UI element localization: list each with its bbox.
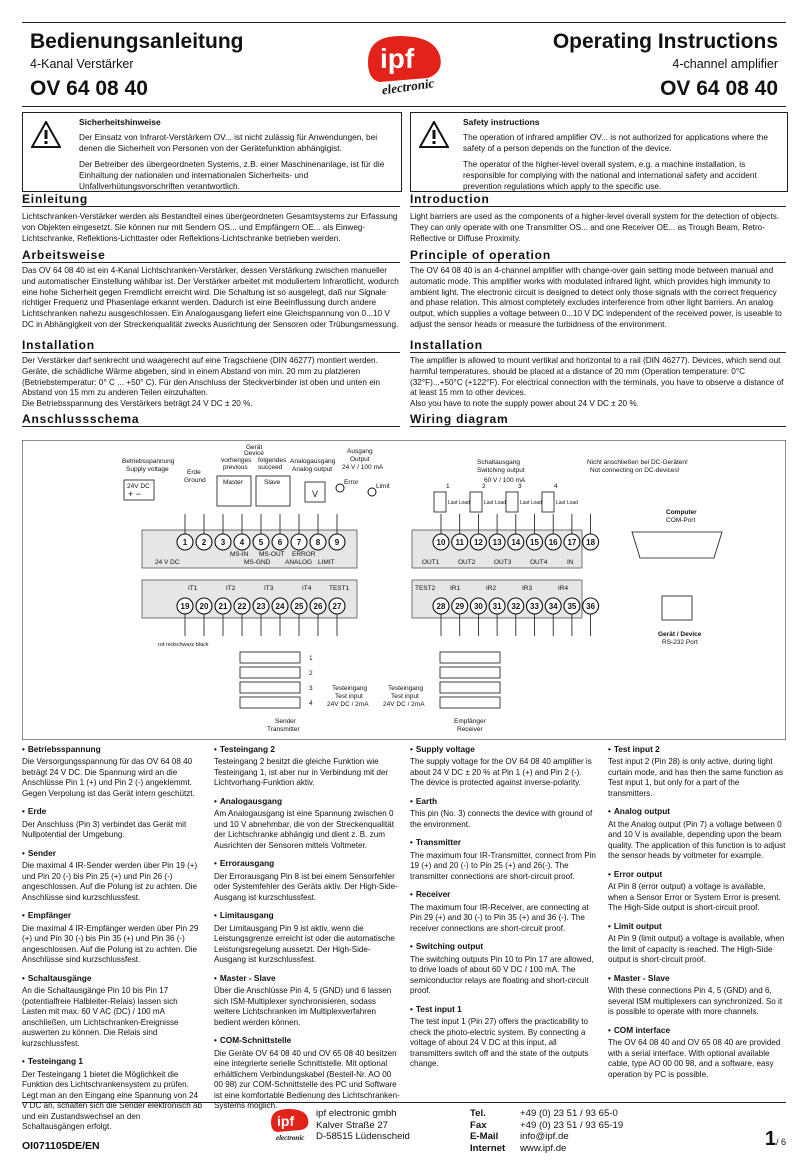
- company-logo: [360, 32, 448, 102]
- terminal-pin-label: 18: [586, 538, 596, 547]
- terminal-pin-label: 19: [180, 602, 190, 611]
- label-switching-en: Switching output: [477, 467, 525, 474]
- col-heading-text: COM interface: [613, 1024, 671, 1035]
- bullet-icon: •: [608, 1025, 611, 1035]
- label-next-en: succeed: [258, 464, 283, 471]
- col-paragraph: Am Analogausgang ist eine Spannung zwischen 0 und 10 V abnehmbar, die von der Streckenqualität der Lichtschranke abhängig und dient z. B. zum Ausrichten der Sensoren mittels Voltmeter.: [214, 809, 394, 850]
- terminal-pin-label: 32: [511, 602, 521, 611]
- load-label: Last Load: [520, 500, 542, 506]
- label-sender-en: Transmitter: [267, 726, 300, 733]
- label-analog-en: Analog output: [292, 466, 333, 473]
- product-code-left: OV 64 08 40: [30, 77, 148, 100]
- heading-work-de: Arbeitsweise: [22, 248, 400, 263]
- bullet-icon: •: [608, 807, 611, 817]
- col-heading-text: COM-Schnittstelle: [219, 1035, 292, 1046]
- channel-number: 1: [446, 483, 450, 490]
- col-heading-text: Supply voltage: [415, 744, 475, 754]
- install-en-p2: Also you have to note the supply power about 24 V DC ± 20 %.: [410, 399, 639, 409]
- web-link[interactable]: www.ipf.de: [520, 1143, 567, 1155]
- col-heading: [22, 848, 202, 859]
- col-heading: [608, 869, 786, 880]
- bullet-icon: •: [410, 745, 413, 754]
- bullet-icon: •: [22, 1057, 25, 1067]
- safety-p2-de: Der Betreiber des übergeordneten Systems, z.B. einer Maschinenanlage, ist für die Einhaltung der nationalen und internationalen Sicherheits- und Unfallverhütungsvorschriften verantwortlich.: [79, 159, 385, 191]
- work-de: Das OV 64 08 40 ist ein 4-Kanal Lichtschranken-Verstärker, dessen Verstärkung zwischen manueller und automatischer Einstellung wählbar ist. Der Verstärker arbeitet mit moduliertem Infrarotlicht, wodurch eine hohe Sicherheit gegen Fremdlicht erreicht wird. Die Schaltung ist so ausgelegt, daß nur Signale richtiger Frequenz und Phasenlage erkannt werden. Dadurch ist eine Beeinflussung durch andere Lichtschranken nahezu ausgeschlossen. Ein Analogausgang liefert eine Gleichspannung von 0...10 V DC in Abhängigkeit von der Streckenqualität zwecks Ausrichtung der Sensoren oder Trübungsmessung.: [22, 266, 399, 330]
- title-de: Bedienungsanleitung: [30, 30, 244, 53]
- label-com-port: COM-Port: [666, 517, 696, 524]
- col-paragraph: Die Geräte OV 64 08 40 und OV 65 08 40 besitzen eine integrierte serielle Schnittstelle. Mit optional erhältlichem Verbindungskabel (Bestell-Nr. AO 00 00 98) zur COM-Schnittstelle des PC und Software ist eine komfortable Bedienung des Lichtschranken-Systems möglich.: [214, 1048, 400, 1111]
- install-de-p2: Die Betriebsspannung des Verstärkers beträgt 24 V DC ± 20 %.: [22, 399, 253, 409]
- col-heading-text: Test input 2: [613, 744, 660, 754]
- load-box: [470, 492, 482, 512]
- terminal-pin-label: 14: [511, 538, 521, 547]
- col-heading: [608, 744, 786, 755]
- column-en-2: [608, 744, 786, 1083]
- terminal-pin-label: 35: [567, 602, 577, 611]
- contact-labels: [470, 1108, 505, 1155]
- footer-logo-main: ipf: [277, 1113, 295, 1129]
- bl-out4: OUT4: [530, 559, 548, 566]
- company-address: [316, 1108, 410, 1143]
- col-heading: [410, 1004, 596, 1015]
- col-paragraph: The test input 1 (Pin 27) offers the practicability to check the photo-electric system. By connecting a voltage of about 24 V DC at this input, all transmitters switch off and the state of the outputs change.: [410, 1017, 589, 1069]
- bullet-icon: •: [22, 973, 25, 983]
- title-en: Operating Instructions: [552, 30, 778, 53]
- transmitter-sensor: [240, 667, 300, 678]
- bullet-icon: •: [410, 838, 413, 848]
- col-heading-text: Receiver: [415, 889, 451, 900]
- label-device: Gerät: [246, 444, 263, 451]
- col-heading-text: Testeingang 1: [27, 1056, 83, 1067]
- bullet-icon: •: [410, 942, 413, 952]
- ir-label: IR4: [558, 585, 569, 592]
- label-prev-en: previous: [223, 464, 248, 471]
- terminal-pin-label: 6: [277, 538, 283, 547]
- col-heading: [22, 1056, 202, 1067]
- terminal-pin-label: 5: [258, 538, 264, 547]
- col-heading: [410, 796, 596, 807]
- terminal-pin-label: 25: [294, 602, 304, 611]
- col-paragraph: This pin (No. 3) connects the device with ground of the environment.: [410, 809, 593, 829]
- col-heading-text: Sender: [27, 847, 56, 858]
- terminal-pin-label: 16: [548, 538, 558, 547]
- terminal-pin-label: 31: [492, 602, 502, 611]
- terminal-pin-label: 24: [275, 602, 285, 611]
- fax-value: +49 (0) 23 51 / 93 65-19: [520, 1119, 624, 1131]
- column-en-1: [410, 744, 596, 1073]
- col-paragraph: Die Versorgungsspannung für das OV 64 08 40 beträgt 24 V DC. Die Spannung wird an die Anschlüsse Pin 1 (+) und Pin 2 (-) angeklemmt. Gegen Verpolung ist das Gerät intern geschützt.: [22, 757, 195, 798]
- col-heading: [214, 910, 400, 921]
- col-heading: [410, 941, 596, 952]
- bullet-icon: •: [214, 859, 217, 869]
- page-total: / 6: [775, 1137, 786, 1147]
- install-de: [22, 356, 400, 410]
- col-heading-text: Schaltausgänge: [27, 972, 92, 983]
- sensor-channel: 3: [309, 685, 313, 692]
- bullet-icon: •: [22, 911, 25, 921]
- col-heading: [410, 744, 596, 755]
- bullet-icon: •: [214, 1036, 217, 1046]
- bullet-icon: •: [22, 848, 25, 858]
- bullet-icon: •: [22, 807, 25, 817]
- it-label: IT1: [188, 585, 198, 592]
- label-receiver-en: Receiver: [457, 726, 483, 733]
- transmitter-sensor: [240, 682, 300, 693]
- heading-intro-en: Introduction: [410, 192, 786, 207]
- terminal-pin-label: 11: [455, 538, 464, 547]
- terminal-pin-label: 27: [332, 602, 342, 611]
- safety-p1-de: Der Einsatz von Infrarot-Verstärkern OV... ist nicht zulässig für Anwendungen, bei denen die Sicherheit von Personen von der Gerätefunktion abhängigist.: [79, 132, 378, 154]
- safety-p2-en: The operator of the higher-level overall system, e.g. a machine installation, is responsible for complying with the national and international safety and accident prevention regulations which apply to the specific use.: [463, 159, 757, 191]
- bl-test1: TEST1: [329, 585, 350, 592]
- rj-connector: [662, 596, 692, 620]
- bl-out3: OUT3: [494, 559, 512, 566]
- load-label: Last Load: [484, 500, 506, 506]
- col-paragraph: The maximum four IR-Transmitter, connect from Pin 19 (+) and 20 (-) to Pin 25 (+) and 26(-). The transmitter connections are short-circuit proof.: [410, 850, 596, 881]
- warning-icon: [31, 121, 61, 148]
- col-heading-text: Betriebsspannung: [27, 744, 101, 754]
- bullet-icon: •: [214, 745, 217, 754]
- label-testin-2-en: Test input: [391, 693, 419, 700]
- load-box: [434, 492, 446, 512]
- intro-en: Light barriers are used as the components of a higher-level overall system for the detection of objects. They can only operate with one Transmitter OS... and one Receiver OE... as Trough Beam, Retro-Reflective or Diffuse Proximity.: [410, 212, 780, 243]
- col-paragraph: Testeingang 2 besitzt die gleiche Funktion wie Testeingang 1, ist aber nur in Verbindung mit der Lichtvorhang-Funktion aktiv.: [214, 757, 389, 788]
- channel-number: 2: [482, 483, 486, 490]
- bullet-icon: •: [214, 796, 217, 806]
- wiring-diagram: [22, 440, 786, 740]
- terminal-pin-label: 29: [455, 602, 465, 611]
- col-heading-text: Switching output: [415, 941, 484, 952]
- terminal-block-bottom-left: [142, 580, 357, 618]
- doc-id: OI071105DE/EN: [22, 1140, 100, 1152]
- col-paragraph: Der Anschluss (Pin 3) verbindet das Gerät mit Nullpotential der Umgebung.: [22, 819, 187, 840]
- terminal-pin-label: 7: [296, 538, 302, 547]
- bl-msin: MS-IN: [230, 551, 249, 558]
- svg-text:+ −: + −: [128, 489, 142, 499]
- header-bottom-rule: [22, 106, 786, 107]
- label-analog: Analogausgang: [290, 458, 336, 465]
- terminal-pin-label: 20: [199, 602, 209, 611]
- heading-install-de: Installation: [22, 338, 400, 353]
- bl-limit: LIMIT: [318, 559, 335, 566]
- col-heading: [214, 1035, 400, 1046]
- col-heading: [608, 973, 786, 984]
- terminal-pin-label: 10: [436, 538, 446, 547]
- label-rs232: RS-232 Port: [662, 639, 698, 646]
- bullet-icon: •: [410, 796, 413, 806]
- label-schwarz: schwarz black: [174, 642, 209, 648]
- heading-wiring-en: Wiring diagram: [410, 412, 786, 427]
- terminal-pin-label: 3: [220, 538, 226, 547]
- intro-de: Lichtschranken-Verstärker werden als Bestandteil eines übergeordneten Gesamtsystems zur Erfassung von Objekten eingesetzt. Sie können nur mit Sendern OS... und Empfängern OE... als Einweg-Lichtschranke, Reflektions-Lichttaster oder Reflektions-Lichtschranke betrieben werden.: [22, 212, 398, 243]
- heading-install-en: Installation: [410, 338, 786, 353]
- col-heading: [22, 973, 202, 984]
- terminal-pin-label: 8: [315, 538, 321, 547]
- top-rule: [22, 22, 786, 23]
- bl-analog: ANALOG: [285, 559, 313, 566]
- tel-label: Tel.: [470, 1108, 486, 1119]
- label-output-en: Output: [350, 456, 370, 463]
- label-switching: Schaltausgang: [477, 459, 521, 466]
- label-testin-2: Testeingang: [388, 685, 424, 692]
- bullet-icon: •: [608, 921, 611, 931]
- col-heading-text: Test input 1: [415, 1003, 462, 1014]
- subtitle-en: 4-channel amplifier: [672, 57, 778, 71]
- label-no-dc: Nicht anschließen bei DC-Geräten!: [587, 459, 688, 466]
- col-paragraph: Die maximal 4 IR-Sender werden über Pin 19 (+) und Pin 20 (-) bis Pin 25 (+) und Pin 26 (-) angeschlossen. Auf die Polung ist zu achten. Die Anschlüsse sind kurzschlussfest.: [22, 861, 198, 902]
- col-paragraph: The OV 64 08 40 and OV 65 08 40 are provided with a serial interface. With optional available cable, type AO 00 00 98, and a software, easy operation by PC is possible.: [608, 1038, 781, 1079]
- label-ground-en: Ground: [184, 477, 206, 484]
- col-heading: [22, 744, 202, 755]
- bl-24vdc: 24 V DC: [155, 559, 180, 566]
- label-device-en: Device: [244, 450, 264, 457]
- label-receiver: Empfänger: [454, 718, 486, 725]
- heading-work-en: Principle of operation: [410, 248, 786, 263]
- col-heading: [214, 796, 400, 807]
- col-paragraph: At Pin 9 (limit output) a voltage is available, when the limit of capacity is reached. The High-Side output is short-circuit proof.: [608, 934, 785, 965]
- bullet-icon: •: [214, 973, 217, 983]
- sensor-channel: 4: [309, 700, 313, 707]
- col-paragraph: The maximum four IR-Receiver, are connecting at Pin 29 (+) and 30 (-) to Pin 35 (+) and 36 (-). The receiver connections are short-circuit proof.: [410, 902, 589, 933]
- col-heading-text: Error output: [613, 868, 663, 879]
- ir-label: IR2: [486, 585, 497, 592]
- it-label: IT3: [264, 585, 274, 592]
- terminal-pin-label: 28: [436, 602, 446, 611]
- label-supply: Betriebsspannung: [122, 458, 175, 465]
- col-heading: [608, 806, 786, 817]
- safety-title-de: Sicherheitshinweise: [79, 117, 161, 127]
- label-switching-v: 60 V / 100 mA: [484, 477, 526, 484]
- safety-title-en: Safety instructions: [463, 117, 540, 127]
- ir-label: IR3: [522, 585, 533, 592]
- col-heading: [608, 921, 786, 932]
- receiver-sensor: [440, 697, 500, 708]
- col-paragraph: At Pin 8 (error output) a voltage is available, when a Sensor Error or System Error is present. The High-Side output is short-circuit proof.: [608, 882, 781, 913]
- terminal-pin-label: 2: [201, 538, 207, 547]
- col-heading: [22, 910, 202, 921]
- bl-test2: TEST2: [415, 585, 436, 592]
- col-heading-text: Earth: [415, 795, 438, 806]
- safety-box-en: [410, 112, 788, 192]
- receiver-sensor: [440, 652, 500, 663]
- col-heading: [410, 837, 596, 848]
- install-en: [410, 356, 786, 410]
- col-heading-text: Erde: [27, 806, 47, 817]
- load-box: [542, 492, 554, 512]
- col-paragraph: With these connections Pin 4, 5 (GND) and 6, several ISM multiplexers can synchronized. So it is possible to operate with more channels.: [608, 986, 783, 1017]
- install-de-p1: Der Verstärker darf senkrecht und waagerecht auf eine Tragschiene (DIN 46277) montiert werden. Geräte, die schädliche Wärme abgeben, sind in einem Abstand von min. 20 mm zu platzieren (Betriebstemperatur: 0° C ... +50° C). Für den Anschluss der Steckverbinder ist oben und unten ein Abstand von 15 mm zu anderen Teilen einzuhalten.: [22, 356, 381, 398]
- it-label: IT4: [302, 585, 312, 592]
- label-limit: Limit: [376, 483, 390, 490]
- install-en-p1: The amplifier is allowed to mount vertikal and horizontal to a rail (DIN 46277). Devices, which send out harmful temperatures, should be placed at a distance of 20 mm (Operation temperature: 0°C (32°F)...+50°C (+122°F). For electrical connection with the terminals, you have to observe a distance of at least 15 mm to other devices.: [410, 356, 784, 398]
- label-24vdc: 24V DC: [127, 483, 150, 490]
- channel-number: 4: [554, 483, 558, 490]
- terminal-pin-label: 22: [237, 602, 247, 611]
- bullet-icon: •: [608, 869, 611, 879]
- tel-value: +49 (0) 23 51 / 93 65-0: [520, 1108, 618, 1119]
- receiver-sensor: [440, 682, 500, 693]
- sensor-channel: 1: [309, 655, 313, 662]
- col-heading-text: Analogausgang: [219, 795, 283, 806]
- heading-wiring-de: Anschlussschema: [22, 412, 400, 427]
- label-output: Ausgang: [347, 448, 373, 455]
- terminal-pin-label: 30: [473, 602, 483, 611]
- label-rot: rot red: [158, 642, 174, 648]
- col-heading-text: Analog output: [613, 806, 671, 817]
- label-sender: Sender: [275, 718, 296, 725]
- bullet-icon: •: [22, 745, 25, 754]
- col-paragraph: The switching outputs Pin 10 to Pin 17 are allowed, to drive loads of about 60 V DC / 100 mA. The semiconductor relays are floating and short-circuit proof.: [410, 954, 594, 996]
- col-heading: [608, 1025, 786, 1036]
- product-code-right: OV 64 08 40: [660, 77, 778, 100]
- label-computer: Computer: [666, 509, 697, 516]
- col-paragraph: Der Limitausgang Pin 9 ist aktiv, wenn die Leistungsgrenze erreicht ist oder die automatische Leistungsregelung aussetzt. Der High-Side-Ausgang ist kurzschlussfest.: [214, 923, 395, 965]
- receiver-sensor: [440, 667, 500, 678]
- bl-error: ERROR: [292, 551, 316, 558]
- label-master: Master: [223, 479, 243, 486]
- terminal-pin-label: 33: [530, 602, 539, 611]
- company-street: Kalver Straße 27: [316, 1119, 388, 1131]
- terminal-pin-label: 21: [218, 602, 228, 611]
- terminal-pin-label: 36: [586, 602, 596, 611]
- col-heading-text: Limitausgang: [219, 910, 274, 921]
- col-heading-text: Errorausgang: [219, 858, 275, 869]
- col-heading-text: Limit output: [613, 920, 662, 931]
- transmitter-sensor: [240, 652, 300, 663]
- col-heading: [410, 889, 596, 900]
- label-device-rs: Gerät / Device: [658, 631, 702, 638]
- footer-logo: [268, 1107, 310, 1143]
- warning-icon: [419, 121, 449, 148]
- terminal-pin-label: 12: [473, 538, 483, 547]
- db9-connector: [632, 532, 722, 558]
- svg-text:V: V: [312, 489, 319, 499]
- bullet-icon: •: [410, 890, 413, 900]
- mail-label: E-Mail: [470, 1131, 499, 1143]
- load-label: Last Load: [556, 500, 578, 506]
- col-heading: [214, 973, 400, 984]
- column-de-2: [214, 744, 400, 1115]
- company-city: D-58515 Lüdenscheid: [316, 1131, 410, 1143]
- col-heading-text: Master - Slave: [219, 972, 276, 983]
- terminal-pin-label: 34: [548, 602, 558, 611]
- col-heading-text: Empfänger: [27, 910, 72, 921]
- col-paragraph: The supply voltage for the OV 64 08 40 amplifier is about 24 V DC ± 20 % at Pin 1 (+) and Pin 2 (-). The device is protected against inverse-polarity.: [410, 757, 592, 788]
- footer-rule: [22, 1102, 786, 1103]
- col-heading-text: Transmitter: [415, 837, 461, 848]
- load-box: [506, 492, 518, 512]
- it-label: IT2: [226, 585, 236, 592]
- label-prev: vorheriges: [221, 457, 252, 464]
- terminal-pin-label: 9: [334, 538, 340, 547]
- mail-link[interactable]: info@ipf.de: [520, 1131, 569, 1143]
- bl-in: IN: [567, 559, 574, 566]
- label-no-dc-en: Not connecting on DC-devices!: [590, 467, 680, 474]
- ir-label: IR1: [450, 585, 461, 592]
- terminal-pin-label: 4: [239, 538, 245, 547]
- bl-out2: OUT2: [458, 559, 476, 566]
- label-testin-1: Testeingang: [332, 685, 368, 692]
- page-number: [765, 1128, 786, 1151]
- safety-box-de: [22, 112, 402, 192]
- col-paragraph: At the Analog output (Pin 7) a voltage between 0 and 10 V is available, depending upon the beam quality. The application of this function is to adjust the sensor heads by voltmeter for example.: [608, 819, 786, 861]
- col-paragraph: Der Testeingang 1 bietet die Möglichkeit die Funktion des Lichtschrankensystem zu prüfen. Legt man an den Eingang eine Spannung von 24 V DC an, schalten sich die Sender elektronisch ab und ein Zustandswechsel an den Schaltausgängen erfolgt.: [22, 1069, 202, 1132]
- label-testin-1-v: 24V DC / 2mA: [327, 701, 369, 708]
- sensor-channel: 2: [309, 670, 313, 677]
- fax-label: Fax: [470, 1119, 487, 1131]
- terminal-pin-label: 13: [492, 538, 502, 547]
- label-slave: Slave: [264, 479, 281, 486]
- terminal-pin-label: 26: [313, 602, 323, 611]
- footer-logo-sub: electronic: [276, 1134, 305, 1142]
- heading-intro-de: Einleitung: [22, 192, 400, 207]
- bullet-icon: •: [214, 911, 217, 921]
- channel-number: 3: [518, 483, 522, 490]
- page-current: 1: [764, 1128, 776, 1150]
- col-paragraph: Test input 2 (Pin 28) is only active, during light curtain mode, and has then the same function as Test input 1, but only for a part of the transmitters.: [608, 757, 784, 798]
- label-next: folgendes: [258, 457, 287, 464]
- bl-out1: OUT1: [422, 559, 440, 566]
- safety-p1-en: The operation of infrared amplifier OV... is not authorized for applications where the safety of a person depends on the function of the device.: [463, 132, 769, 154]
- logo-main: ipf: [380, 43, 415, 74]
- logo-sub: electronic: [380, 75, 436, 98]
- terminal-pin-label: 1: [182, 538, 188, 547]
- company-name: ipf electronic gmbh: [316, 1108, 397, 1119]
- col-paragraph: Die maximal 4 IR-Empfänger werden über Pin 29 (+) und Pin 30 (-) bis Pin 35 (+) und Pin 36 (-) angeschlossen. Auf die Polung ist zu achten. Die Anschlüsse sind kurzschlussfest.: [22, 923, 199, 965]
- bullet-icon: •: [608, 745, 611, 754]
- label-testin-2-v: 24V DC / 2mA: [383, 701, 425, 708]
- col-paragraph: Über die Anschlüsse Pin 4, 5 (GND) und 6 lassen sich ISM-Multiplexer synchronisieren, sodass weitere Lichtschranken im Multiplexverfahren bedient werden können.: [214, 986, 392, 1027]
- label-ground: Erde: [187, 469, 201, 476]
- col-heading: [214, 744, 400, 755]
- col-heading: [214, 858, 400, 869]
- load-label: Last Load: [448, 500, 470, 506]
- terminal-pin-label: 23: [256, 602, 266, 611]
- col-paragraph: Der Errorausgang Pin 8 ist bei einem Sensorfehler oder Systemfehler des Geräts aktiv. Der High-Side-Ausgang ist kurzschlussfest.: [214, 871, 398, 902]
- label-error: Error: [344, 479, 359, 486]
- web-label: Internet: [470, 1143, 506, 1155]
- contact-values: [520, 1108, 623, 1155]
- transmitter-sensor: [240, 697, 300, 708]
- label-testin-1-en: Test input: [335, 693, 363, 700]
- work-en: The OV 64 08 40 is an 4-channel amplifier with change-over gain setting mode between manual and automatic mode. This amplifier works with modulated infrared light, which provides high immunity to ambient light. The electronic circuit is designed to detect only those signals with the correct frequency and phase relation. This almost completely excludes interference from other light barriers. An analog output, which supplies a voltage between 0...10 V DC independent of the received power, is useable to adjust the sensor heads or measure the turbidness of the environment.: [410, 266, 782, 330]
- subtitle-de: 4-Kanal Verstärker: [30, 57, 134, 71]
- bullet-icon: •: [608, 973, 611, 983]
- bl-msout: MS-OUT: [259, 551, 285, 558]
- terminal-pin-label: 17: [567, 538, 577, 547]
- label-supply-en: Supply voltage: [126, 466, 169, 473]
- col-heading: [22, 806, 202, 817]
- col-heading-text: Testeingang 2: [219, 744, 275, 754]
- column-de-1: [22, 744, 202, 1136]
- terminal-pin-label: 15: [530, 538, 539, 547]
- bl-msgnd: MS-GND: [244, 559, 271, 566]
- col-paragraph: An die Schaltausgänge Pin 10 bis Pin 17 (potentialfreie Halbleiter-Relais) lassen sich Lasten mit max. 60 V AC (DC) / 100 mA anschließen, um Lichtschranken-Ereignisse auswerten zu können. Die Relais sind kurzschlussfest.: [22, 986, 179, 1048]
- label-output-v: 24 V / 100 mA: [342, 464, 384, 471]
- col-heading-text: Master - Slave: [613, 972, 670, 983]
- bullet-icon: •: [410, 1004, 413, 1014]
